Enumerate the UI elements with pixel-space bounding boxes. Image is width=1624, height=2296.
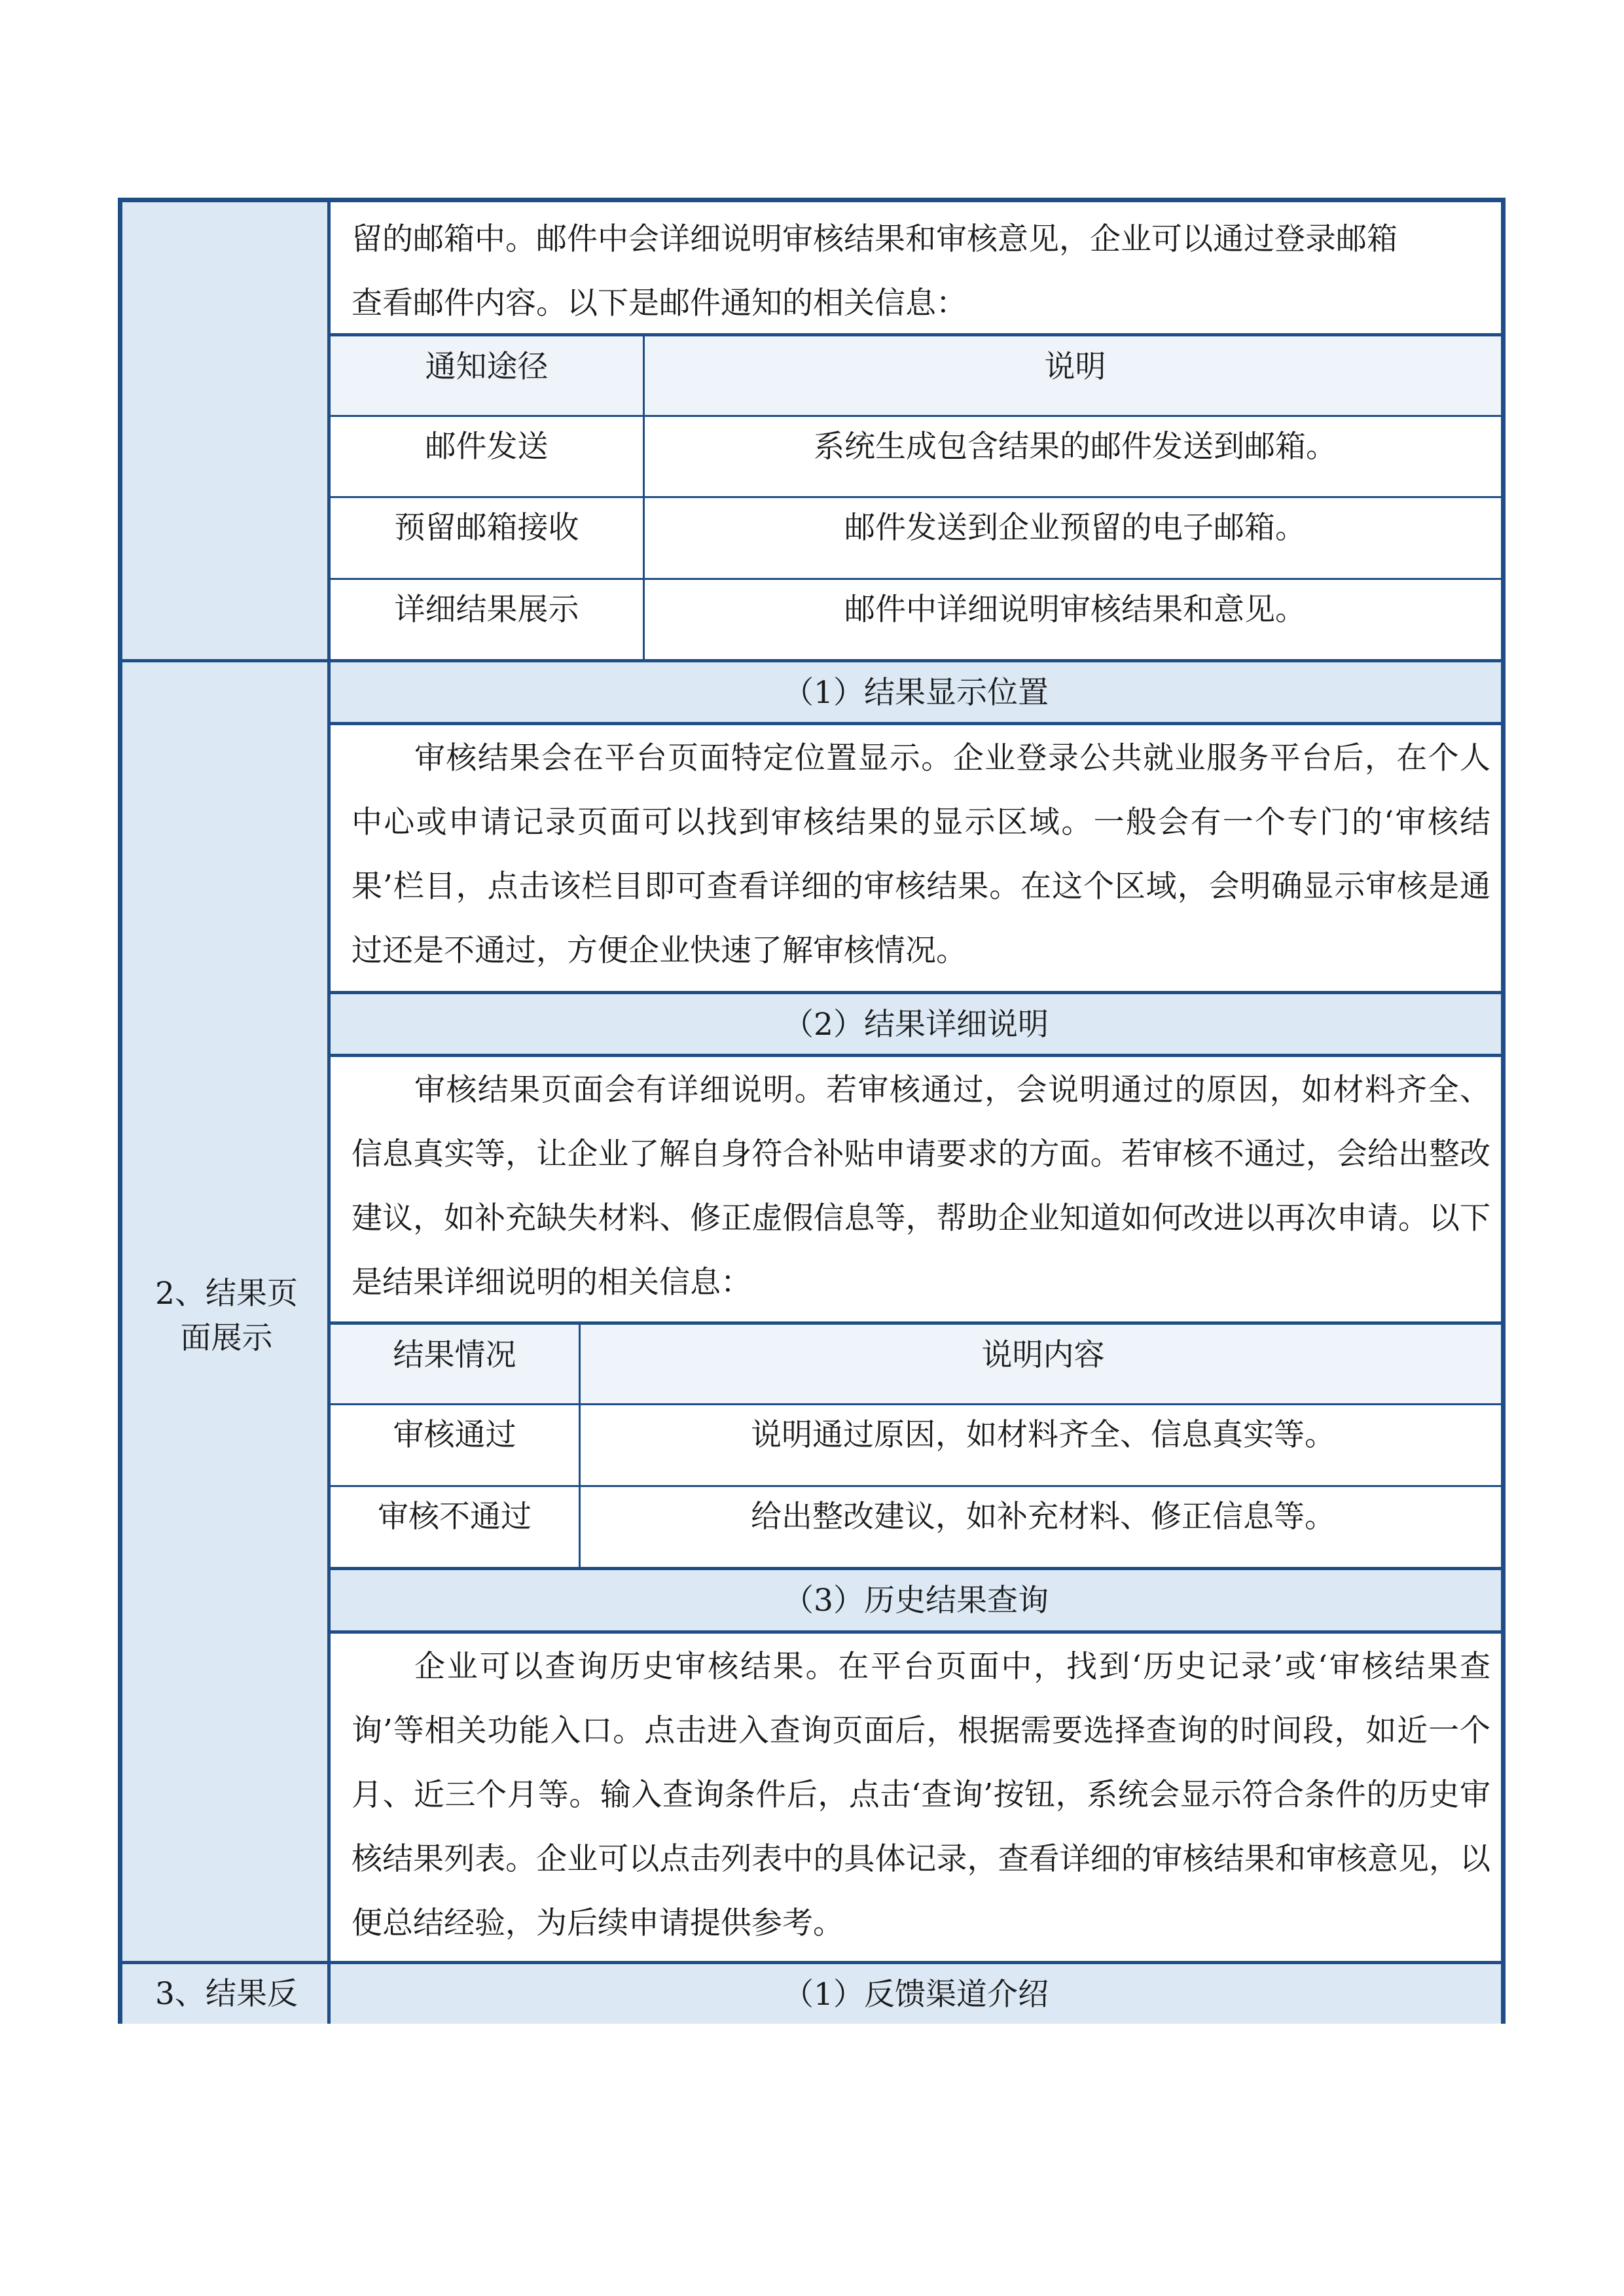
- notify-row-1-channel: 邮件发送: [425, 429, 549, 465]
- sub2-paragraph: 审核结果页面会有详细说明。若审核通过，会说明通过的原因，如材料齐全、信息真实等，让企业了解自身符合补贴申请要求的方面。若审核不通过，会给出整改建议，如补充缺失材料、修正虚假信息等，帮助企业知道如何改进以再次申请。以下是结果详细说明的相关信息：: [352, 1072, 1490, 1300]
- sub1-paragraph: 审核结果会在平台页面特定位置显示。企业登录公共就业服务平台后，在个人中心或申请记录页面可以找到审核结果的显示区域。一般会有一个专门的‘审核结果’栏目，点击该栏目即可查看详细的审核结果。在这个区域，会明确显示审核是通过还是不通过，方便企业快速了解审核情况。: [352, 740, 1490, 969]
- content-table: [118, 198, 1506, 2024]
- section-2-label: [122, 1272, 331, 1361]
- notify-table-header-desc: 说明: [1044, 349, 1106, 385]
- sub2-title: （2）结果详细说明: [783, 1007, 1049, 1043]
- section-2-label-line-1: 2、结果页: [155, 1276, 298, 1312]
- result-table-header-desc: 说明内容: [981, 1337, 1105, 1373]
- notify-row-3-desc: 邮件中详细说明审核结果和意见。: [844, 592, 1306, 628]
- result-table-header-case: 结果情况: [393, 1337, 516, 1373]
- left-label-cell-1: [122, 202, 331, 662]
- result-row-2-case: 审核不通过: [378, 1499, 532, 1535]
- notify-row-1-desc: 系统生成包含结果的邮件发送到邮箱。: [814, 429, 1337, 465]
- result-row-2-desc: 给出整改建议，如补充材料、修正信息等。: [751, 1499, 1335, 1535]
- notify-table-header-channel: 通知途径: [425, 349, 549, 385]
- section-2-label-line-2: 面展示: [180, 1320, 273, 1356]
- notify-row-3-channel: 详细结果展示: [394, 592, 579, 628]
- sub1-title: （1）结果显示位置: [783, 675, 1049, 711]
- section-3-label: 3、结果反: [155, 1976, 298, 2012]
- email-intro-paragraph: [352, 207, 1490, 336]
- sub3-paragraph: 企业可以查询历史审核结果。在平台页面中，找到‘历史记录’或‘审核结果查询’等相关功能入口。点击进入查询页面后，根据需要选择查询的时间段，如近一个月、近三个月等。输入查询条件后，点击‘查询’按钮，系统会显示符合条件的历史审核结果列表。企业可以点击列表中的具体记录，查看详细的审核结果和审核意见，以便总结经验，为后续申请提供参考。: [352, 1649, 1490, 1941]
- notify-row-2-desc: 邮件发送到企业预留的电子邮箱。: [844, 510, 1306, 546]
- result-row-1-desc: 说明通过原因，如材料齐全、信息真实等。: [751, 1417, 1335, 1453]
- email-intro-line-1: 留的邮箱中。邮件中会详细说明审核结果和审核意见，企业可以通过登录邮箱: [352, 221, 1398, 257]
- result-row-1-case: 审核通过: [393, 1417, 516, 1453]
- email-intro-line-2: 查看邮件内容。以下是邮件通知的相关信息：: [352, 285, 967, 321]
- section3-sub1-title: （1）反馈渠道介绍: [783, 1977, 1049, 2013]
- sub3-title: （3）历史结果查询: [783, 1583, 1049, 1619]
- notify-row-2-channel: 预留邮箱接收: [394, 510, 579, 546]
